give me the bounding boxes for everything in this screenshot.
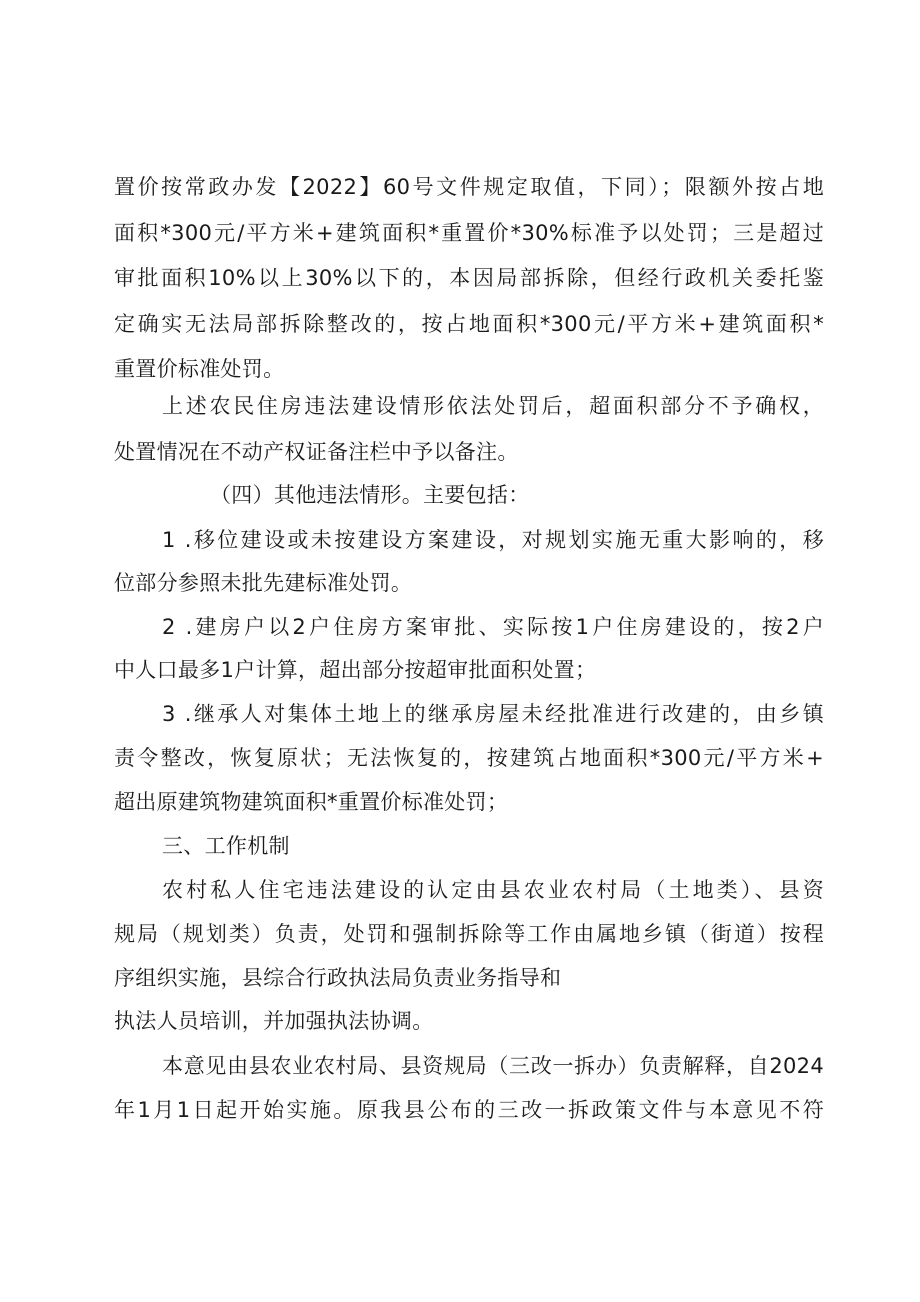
- section-heading: 三、工作机制: [162, 834, 290, 858]
- section-heading: （四）其他违法情形。主要包括：: [210, 483, 530, 507]
- list-item-2: 2 .建房户以2户住房方案审批、实际按1户住房建设的，按2户: [162, 615, 824, 639]
- body-line: 处置情况在不动产权证备注栏中予以备注。: [114, 440, 519, 464]
- body-line: 责令整改，恢复原状；无法恢复的，按建筑占地面积*300元/平方米+: [114, 746, 824, 770]
- body-line: 中人口最多1户计算，超出部分按超审批面积处置；: [114, 658, 597, 682]
- body-line: 序组织实施，县综合行政执法局负责业务指导和: [114, 966, 562, 990]
- body-line: 超出原建筑物建筑面积*重置价标准处罚；: [114, 790, 509, 814]
- list-item-1: 1 .移位建设或未按建设方案建设，对规划实施无重大影响的，移: [162, 528, 824, 552]
- body-line: 年1月1日起开始实施。原我县公布的三改一拆政策文件与本意见不符: [114, 1098, 824, 1122]
- paragraph-start: 农村私人住宅违法建设的认定由县农业农村局（土地类）、县资: [162, 878, 824, 902]
- body-line: 定确实无法局部拆除整改的，按占地面积*300元/平方米+建筑面积*: [114, 312, 824, 336]
- body-line: 审批面积10%以上30%以下的，本因局部拆除，但经行政机关委托鉴: [114, 266, 824, 290]
- body-line: 面积*300元/平方米+建筑面积*重置价*30%标准予以处罚；三是超过: [114, 221, 824, 245]
- body-line: 位部分参照未批先建标准处罚。: [114, 571, 413, 595]
- body-line: 执法人员培训，并加强执法协调。: [114, 1009, 434, 1033]
- body-line: 规局（规划类）负责，处罚和强制拆除等工作由属地乡镇（街道）按程: [114, 922, 824, 946]
- body-line: 置价按常政办发【2022】60号文件规定取值，下同）；限额外按占地: [114, 175, 824, 199]
- paragraph-start: 本意见由县农业农村局、县资规局（三改一拆办）负责解释，自2024: [162, 1054, 824, 1078]
- body-line: 重置价标准处罚。: [114, 357, 285, 381]
- list-item-3: 3 .继承人对集体土地上的继承房屋未经批准进行改建的，由乡镇: [162, 702, 824, 726]
- paragraph-start: 上述农民住房违法建设情形依法处罚后，超面积部分不予确权，: [162, 394, 824, 418]
